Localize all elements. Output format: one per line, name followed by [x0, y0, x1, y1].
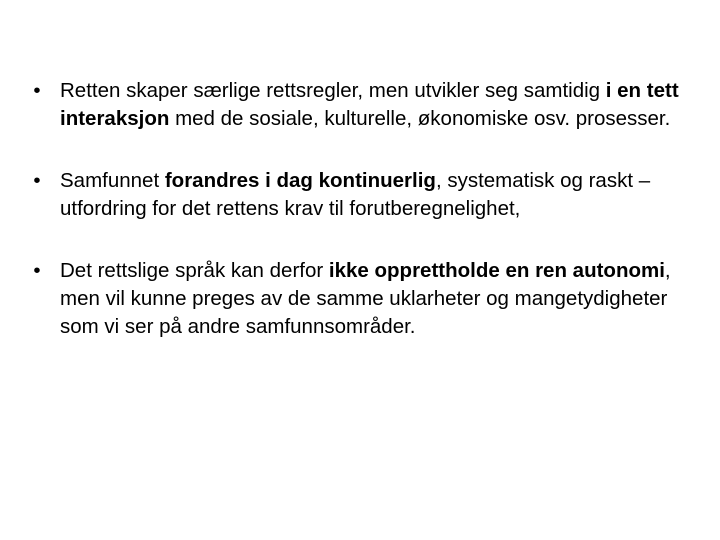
- text-segment: , systematisk og raskt – utfordring for det rettens krav til forutberegnelighet,: [60, 169, 651, 220]
- emphasis-segment: ikke opprettholde en ren autonomi: [328, 259, 665, 282]
- bullet-text: [60, 79, 679, 130]
- bullet-item: [30, 257, 690, 341]
- text-segment: med de sosiale, kulturelle, økonomiske osv. prosesser.: [169, 107, 671, 130]
- bullet-icon: •: [33, 169, 41, 192]
- bullet-list: [30, 77, 690, 341]
- emphasis-segment: forandres i dag kontinuerlig: [164, 169, 436, 192]
- bullet-item: [30, 77, 690, 133]
- bullet-icon: •: [33, 259, 41, 282]
- bullet-text: [60, 259, 671, 338]
- text-segment: Samfunnet: [60, 169, 165, 192]
- text-segment: Retten skaper særlige rettsregler, men utvikler seg samtidig: [60, 79, 606, 102]
- bullet-item: [30, 167, 690, 223]
- bullet-text: [60, 169, 650, 220]
- text-segment: , men vil kunne preges av de samme uklarheter og mangetydigheter som vi ser på andre samfunnsområder.: [60, 259, 671, 338]
- bullet-icon: •: [33, 79, 41, 102]
- text-segment: Det rettslige språk kan derfor: [60, 259, 329, 282]
- emphasis-segment: i en tett interaksjon: [60, 79, 679, 130]
